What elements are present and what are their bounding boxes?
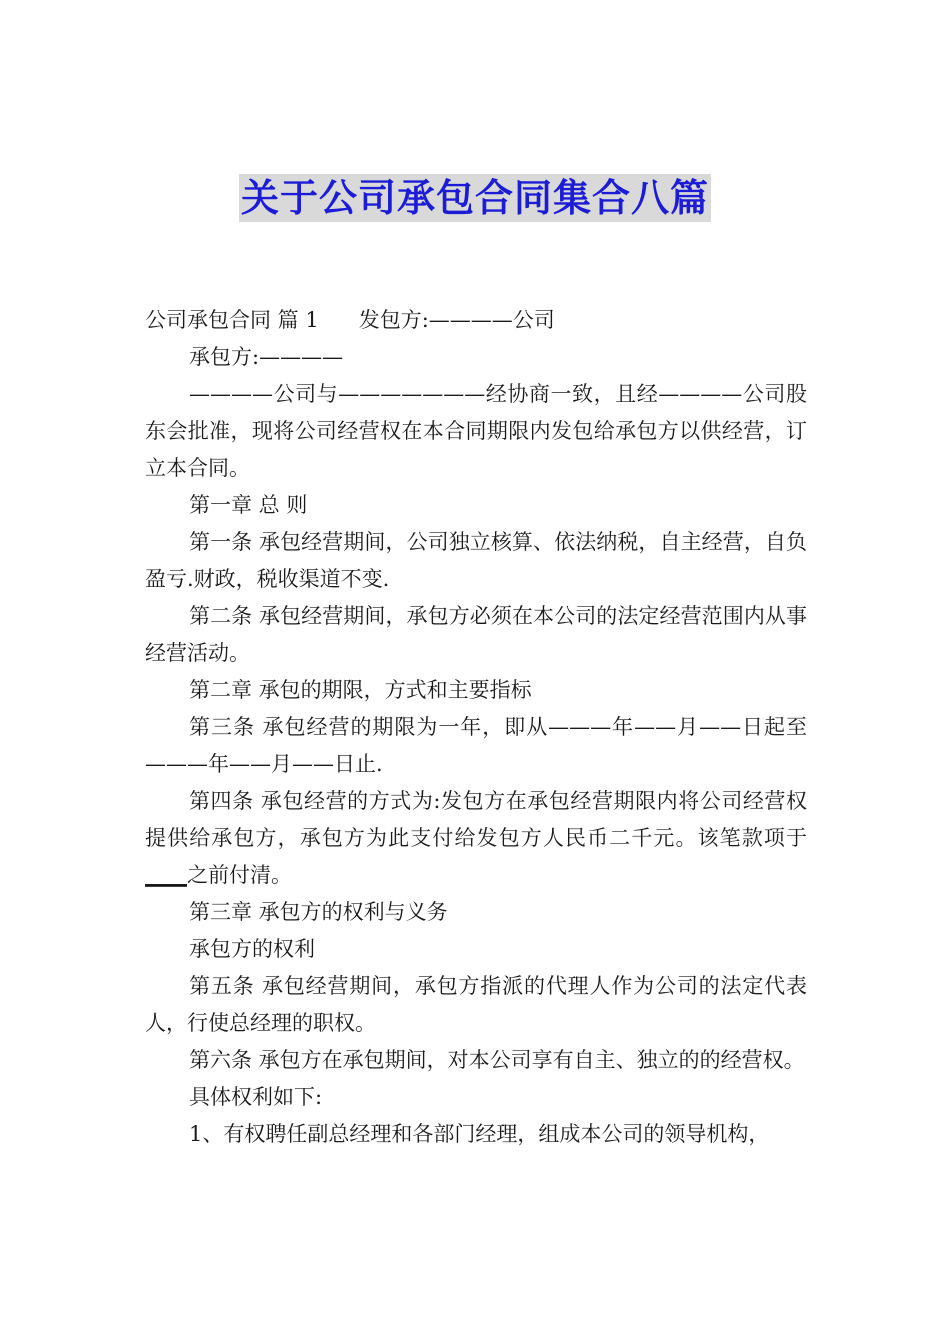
paragraph: 第六条 承包方在承包期间，对本公司享有自主、独立的的经营权。: [189, 1048, 805, 1072]
chapter-heading: 第一章 总 则: [189, 493, 308, 517]
paragraph: ————公司与———————经协商一致，且经————公司股东会批准，现将公司经营权在本合同期限内发包给承包方以供经营，订立本合同。: [145, 382, 807, 480]
paragraph: 第一条 承包经营期间，公司独立核算、依法纳税，自主经营，自负盈亏.财政，税收渠道不变.: [145, 530, 807, 591]
paragraph-heading-line: [145, 302, 807, 339]
chapter-heading: 第三章 承包方的权利与义务: [189, 900, 448, 924]
paragraph: 第二条 承包经营期间，承包方必须在本公司的法定经营范围内从事经营活动。: [145, 604, 807, 665]
fill-in-blank: ____: [145, 863, 187, 887]
paragraph: 承包方:————: [189, 345, 344, 369]
list-item: 1、有权聘任副总经理和各部门经理，组成本公司的领导机构，: [189, 1122, 770, 1146]
paragraph: 第五条 承包经营期间，承包方指派的代理人作为公司的法定代表人，行使总经理的职权。: [145, 974, 807, 1035]
issuer-line: 发包方:————公司: [358, 308, 555, 332]
paragraph: 第三条 承包经营的期限为一年，即从———年——月——日起至———年——月——日止.: [145, 715, 807, 776]
paragraph-text: 第四条 承包经营的方式为:发包方在承包经营期限内将公司经营权提供给承包方，承包方为此支付给发包方人民币二千元。该笔款项于: [145, 789, 807, 850]
paragraph: [145, 783, 807, 894]
document-body: [145, 302, 807, 1153]
title-wrapper: [0, 174, 950, 222]
paragraph-text: 之前付清。: [187, 863, 292, 887]
paragraph: 具体权利如下:: [189, 1085, 323, 1109]
document-title: 关于公司承包合同集合八篇: [240, 176, 709, 220]
chapter-heading: 第二章 承包的期限，方式和主要指标: [189, 678, 532, 702]
section-label: 公司承包合同 篇 1: [145, 308, 319, 332]
subheading: 承包方的权利: [189, 937, 315, 961]
